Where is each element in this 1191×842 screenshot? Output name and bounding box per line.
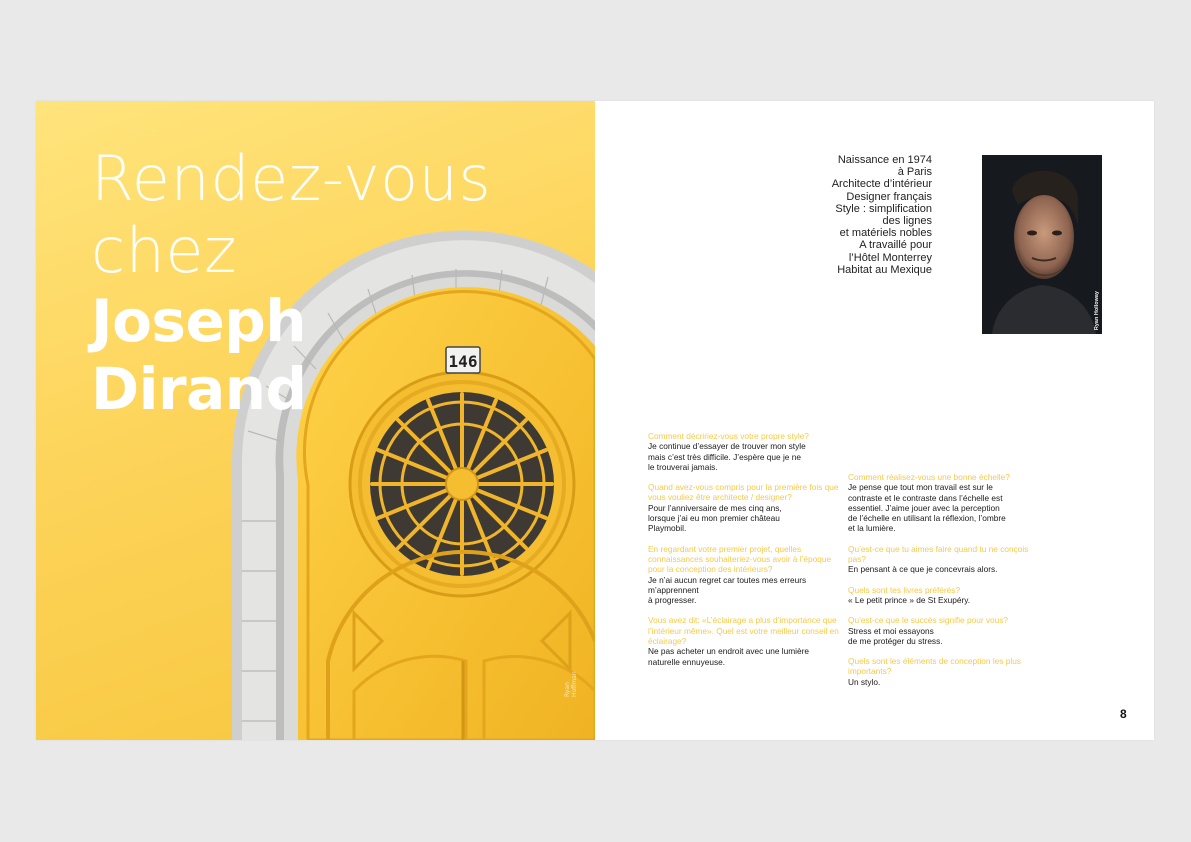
interview-answer-line: « Le petit prince » de St Exupéry. — [848, 594, 971, 605]
interview-answer-line: de l’échelle en utilisant la réflexion, l’ombre — [848, 513, 1006, 524]
interview-qa — [848, 585, 1044, 606]
interview-answer-line: naturelle ennuyeuse. — [648, 656, 726, 667]
interview-qa — [848, 544, 1044, 575]
bio-line: Architecte d’intérieur — [831, 178, 932, 191]
interview-qa — [848, 472, 1044, 534]
interview-qa — [648, 431, 844, 472]
door-number: 146 — [448, 352, 478, 371]
interview-question: Comment décririez-vous votre propre style? — [648, 431, 809, 441]
interview-answer-line: Playmobil. — [648, 523, 687, 534]
interview-answer-line: lorsque j’ai eu mon premier château — [648, 513, 780, 524]
bio-line: à Paris — [897, 166, 932, 179]
title-line-1: Rendez-vous — [91, 142, 492, 215]
bio-line: et matériels nobles — [839, 227, 932, 240]
interview-column-1 — [648, 431, 844, 677]
interview-answer-line: le trouverai jamais. — [648, 461, 718, 472]
bio-line: Designer français — [846, 190, 932, 203]
interview-qa — [848, 615, 1044, 646]
interview-qa — [648, 482, 844, 533]
interview-qa — [648, 544, 844, 606]
left-page — [36, 101, 595, 740]
portrait-credit: Ryan Holloway — [1094, 290, 1100, 330]
interview-answer-line: Un stylo. — [848, 676, 881, 687]
interview-question: Qu’est-ce que tu aimes faire quand tu ne conçois pas? — [848, 543, 1029, 565]
interview-answer-line: de me protéger du stress. — [848, 635, 943, 646]
interview-answer-line: Pour l’anniversaire de mes cinq ans, — [648, 502, 782, 513]
interview-question: Qu’est-ce que le succès signifie pour vous? — [848, 615, 1009, 626]
photo-credit: Ryan Hoffman — [564, 671, 578, 697]
interview-question: En regardant votre premier projet, quelles connaissances souhaiteriez-vous avoir à l’époque pour la conception des intérieurs? — [648, 543, 832, 575]
portrait-photo — [982, 155, 1102, 334]
interview-qa — [848, 656, 1044, 687]
interview-answer-line: à progresser. — [648, 595, 697, 606]
bio-line: A travaillé pour — [859, 239, 932, 252]
interview-answer-line: contraste et le contraste dans l’échelle est — [848, 492, 1003, 503]
interview-answer-line: Je pense que tout mon travail est sur le — [848, 482, 993, 493]
interview-question: Quels sont les éléments de conception les plus importants? — [848, 656, 1021, 677]
article-title — [91, 143, 571, 423]
interview-answer-line: essentiel. J’aime jouer avec la perception — [848, 502, 1000, 513]
title-line-2: chez — [91, 214, 238, 287]
interview-question: Quand avez-vous compris pour la première fois que vous vouliez être architecte / designer? — [648, 482, 839, 503]
bio-line: Style : simplification — [835, 202, 932, 215]
bio-line: des lignes — [882, 215, 932, 228]
bio-block — [790, 154, 932, 276]
bio-line: l’Hôtel Monterrey — [848, 251, 932, 264]
interview-answer-line: En pensant à ce que je concevrais alors. — [848, 564, 998, 575]
interview-answer-line: et la lumière. — [848, 523, 896, 534]
bio-line: Habitat au Mexique — [837, 263, 932, 276]
interview-answer-line: m’apprennent — [648, 584, 699, 595]
interview-answer-line: Stress et moi essayons — [848, 625, 934, 636]
interview-question: Vous avez dit: «L’éclairage a plus d’importance que l’intérieur même». Quel est votre meilleur conseil en éclairage? — [648, 615, 839, 647]
interview-answer-line: Ne pas acheter un endroit avec une lumière — [648, 646, 809, 657]
interview-column-2 — [848, 472, 1044, 697]
interview-question: Quels sont tes livres préférés? — [848, 584, 961, 595]
name-line-1: Joseph — [91, 287, 307, 355]
page-number: 8 — [1120, 707, 1127, 721]
interview-question: Comment réalisez-vous une bonne échelle? — [848, 472, 1010, 482]
interview-answer-line: Je continue d’essayer de trouver mon style — [648, 441, 806, 452]
interview-qa — [648, 615, 844, 666]
interview-answer-line: Je n’ai aucun regret car toutes mes erreurs — [648, 574, 807, 585]
interview-answer-line: mais c’est très difficile. J’espère que je ne — [648, 451, 801, 462]
name-line-2: Dirand — [91, 355, 307, 423]
bio-line: Naissance en 1974 — [837, 154, 932, 166]
